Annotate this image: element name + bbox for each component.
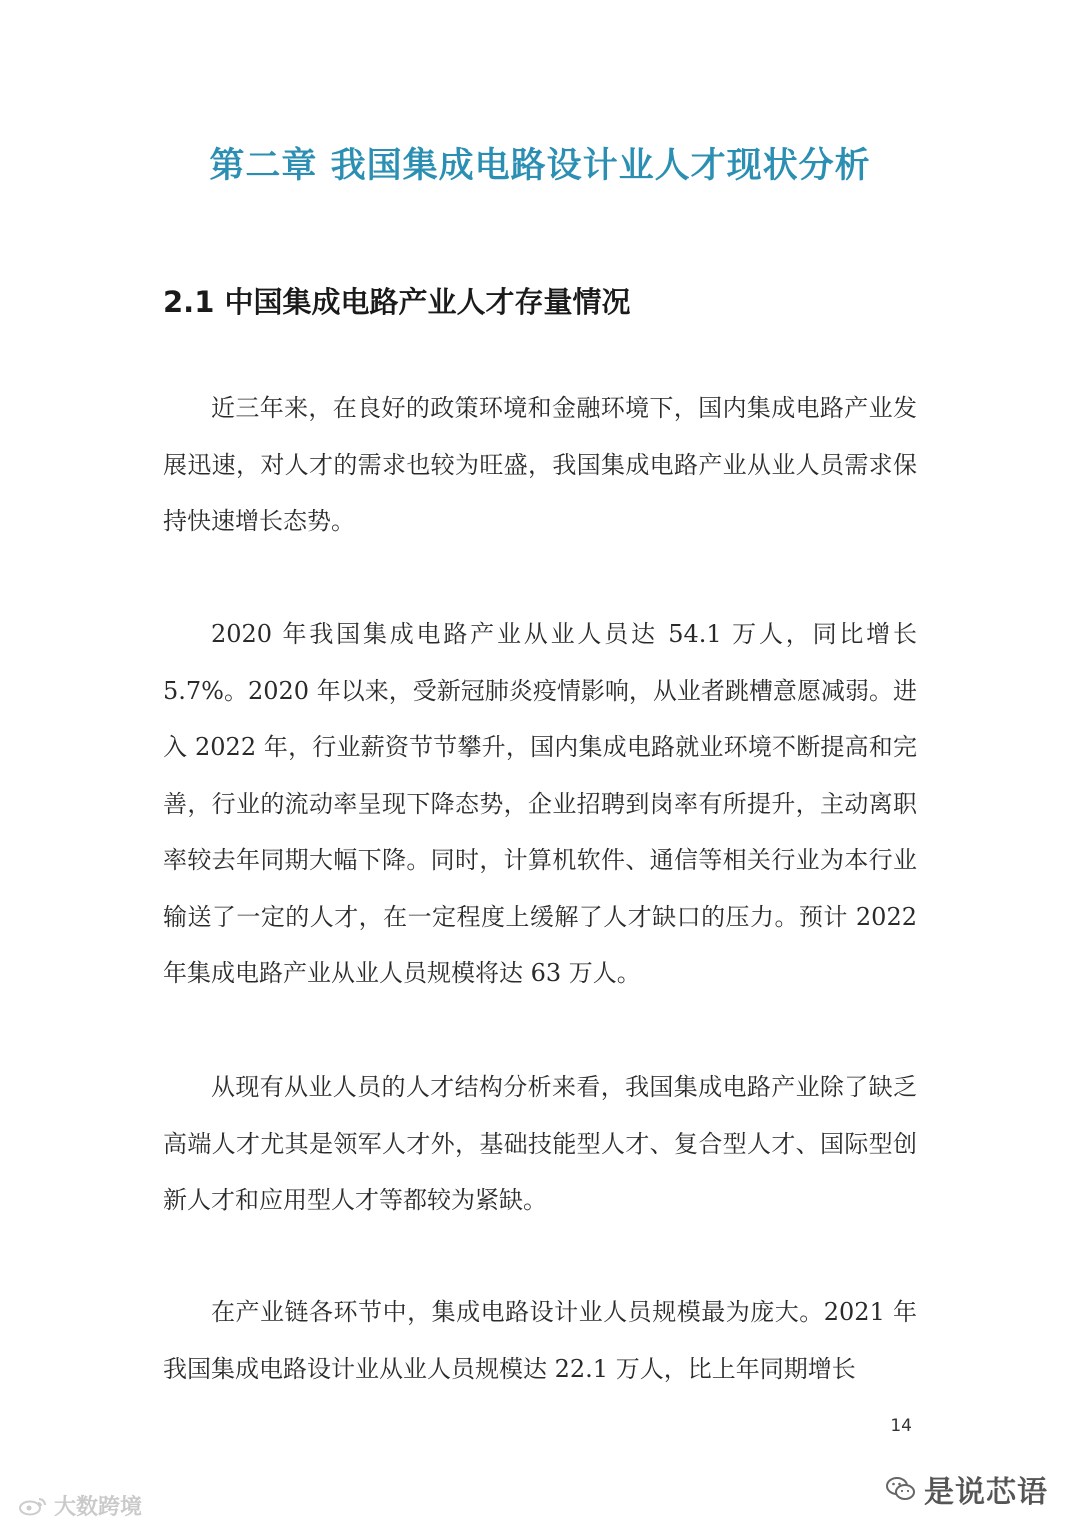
- weibo-icon: [18, 1496, 48, 1516]
- body-paragraph: 近三年来，在良好的政策环境和金融环境下，国内集成电路产业发展迅速，对人才的需求也较为旺盛，我国集成电路产业从业人员需求保持快速增长态势。: [163, 394, 917, 535]
- section-title: 2.1 中国集成电路产业人才存量情况: [163, 285, 631, 319]
- watermark-left-text: 大数跨境: [54, 1495, 143, 1520]
- body-paragraph: 从现有从业人员的人才结构分析来看，我国集成电路产业除了缺乏高端人才尤其是领军人才外，基础技能型人才、复合型人才、国际型创新人才和应用型人才等都较为紧缺。: [163, 1073, 917, 1214]
- body-paragraph: 2020 年我国集成电路产业从业人员达 54.1 万人，同比增长 5.7%。2020 年以来，受新冠肺炎疫情影响，从业者跳槽意愿减弱。进入 2022 年，行业薪资节节攀升，国内集成电路就业环境不断提高和完善，行业的流动率呈现下降态势，企业招聘到岗率有所提升，主动离职率较去年同期大幅下降。同时，计算机软件、通信等相关行业为本行业输送了一定的人才，在一定程度上缓解了人才缺口的压力。预计 2022 年集成电路产业从业人员规模将达 63 万人。: [163, 620, 917, 987]
- page-number: 14: [890, 1416, 912, 1436]
- chapter-title: 第二章 我国集成电路设计业人才现状分析: [209, 146, 871, 186]
- watermark-weibo: [18, 1490, 142, 1521]
- body-paragraph: 在产业链各环节中，集成电路设计业人员规模最为庞大。2021 年我国集成电路设计业从业人员规模达 22.1 万人，比上年同期增长: [163, 1298, 917, 1383]
- watermark-wechat: [886, 1467, 1048, 1511]
- wechat-icon: [886, 1476, 916, 1502]
- watermark-right-text: 是说芯语: [924, 1475, 1048, 1510]
